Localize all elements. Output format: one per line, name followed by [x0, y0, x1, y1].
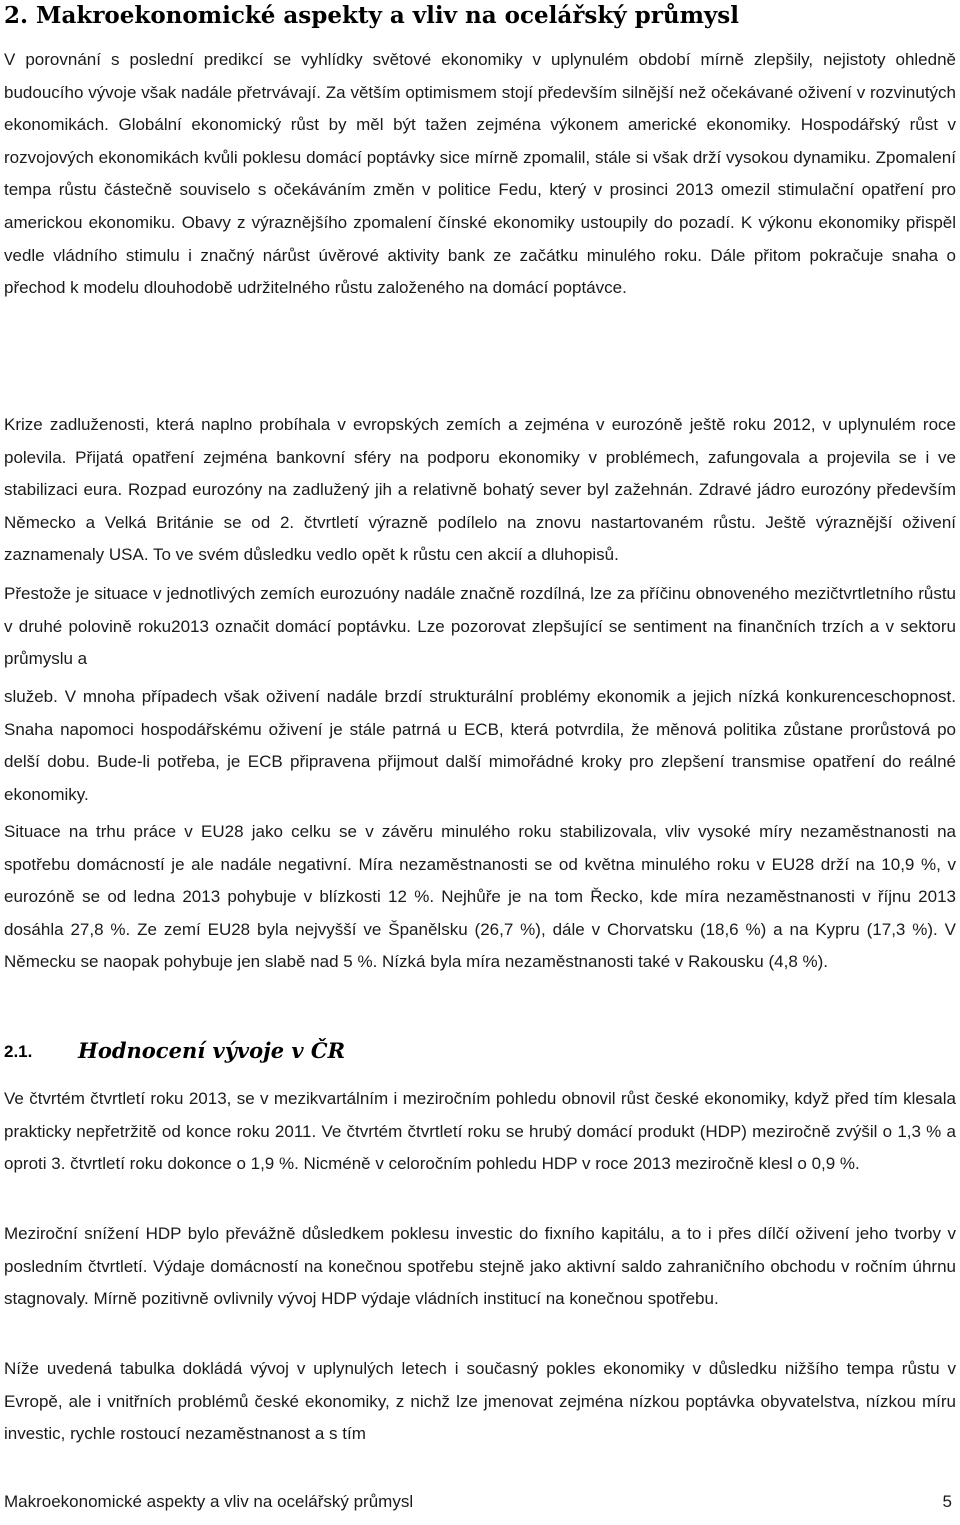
paragraph-table-intro: Níže uvedená tabulka dokládá vývoj v uplynulých letech i současný pokles ekonomiky v důsledku nižšího tempa růstu v Evropě, ale i vnitřních problémů české ekonomiky, z nichž lze jmenovat zejména nízkou poptávka obyvatelstva, nízkou míru investic, rychle rostoucí nezaměstnanost a s tím: [4, 1359, 956, 1444]
paragraph-czech-gdp: Ve čtvrtém čtvrtletí roku 2013, se v mezikvartálním i meziročním pohledu obnovil růst české ekonomiky, když před tím klesala prakticky nepřetržitě od konce roku 2011. Ve čtvrtém čtvrtletí roku se hrubý domácí produkt (HDP) meziročně zvýšil o 1,3 % a oproti 3. čtvrtletí roku dokonce o 1,9 %. Nicméně v celoročním pohledu HDP v roce 2013 meziročně klesl o 0,9 %.: [4, 1089, 956, 1174]
section-heading: 2. Makroekonomické aspekty a vliv na ocelářský průmysl: [4, 2, 739, 29]
subsection-heading: [4, 1038, 956, 1074]
paragraph-eurozone: Přestože je situace v jednotlivých zemích eurozuóny nadále značně rozdílná, lze za příčinu obnoveného mezičtvrtletního růstu v druhé polovině roku2013 označit domácí poptávku. Lze pozorovat zlepšující se sentiment na finančních trzích a v sektoru průmyslu a: [4, 584, 956, 669]
subsection-number: 2.1.: [4, 1042, 33, 1061]
subsection-title: Hodnocení vývoje v ČR: [78, 1038, 346, 1063]
paragraph-structural-problems: služeb. V mnoha případech však oživení nadále brzdí strukturální problémy ekonomik a jejich nízká konkurenceschopnost. Snaha napomoci hospodářskému oživení je stále patrná u ECB, která potvrdila, že měnová politika zůstane prorůstová po delší dobu. Bude-li potřeba, je ECB připravena přijmout další mimořádné kroky pro zlepšení transmise opatření do reálné ekonomiky.: [4, 687, 956, 804]
paragraph-gdp-decline: Meziroční snížení HDP bylo převážně důsledkem poklesu investic do fixního kapitálu, a to i přes dílčí oživení jeho tvorby v posledním čtvrtletí. Výdaje domácností na konečnou spotřebu stejně jako aktivní saldo zahraničního obchodu v ročním úhrnu stagnovaly. Mírně pozitivně ovlivnily vývoj HDP výdaje vládních institucí na konečnou spotřebu.: [4, 1224, 956, 1309]
footer-title: Makroekonomické aspekty a vliv na ocelářský průmysl: [4, 1492, 414, 1511]
page-number: 5: [942, 1492, 952, 1511]
paragraph-world-economy: V porovnání s poslední predikcí se vyhlídky světové ekonomiky v uplynulém období mírně zlepšily, nejistoty ohledně budoucího vývoje však nadále přetrvávají. Za větším optimismem stojí především silnější než očekávané oživení v rozvinutých ekonomikách. Globální ekonomický růst by měl být tažen zejména výkonem americké ekonomiky. Hospodářský růst v rozvojových ekonomikách kvůli poklesu domácí poptávky sice mírně zpomalil, stále si však drží vysokou dynamiku. Zpomalení tempa růstu částečně souviselo s očekáváním změn v politice Fedu, který v prosinci 2013 omezil stimulační opatření pro americkou ekonomiku. Obavy z výraznějšího zpomalení čínské ekonomiky ustoupily do pozadí. K výkonu ekonomiky přispěl vedle vládního stimulu i značný nárůst úvěrové aktivity bank ze začátku minulého roku. Dále přitom pokračuje snaha o přechod k modelu dlouhodobě udržitelného růstu založeného na domácí poptávce.: [4, 50, 956, 298]
paragraph-debt-crisis: Krize zadluženosti, která naplno probíhala v evropských zemích a zejména v eurozóně ještě roku 2012, v uplynulém roce polevila. Přijatá opatření zejména bankovní sféry na podporu ekonomiky v problémech, zafungovala a projevila se i ve stabilizaci eura. Rozpad eurozóny na zadlužený jih a relativně bohatý sever byl zažehnán. Zdravé jádro eurozóny především Německo a Velká Británie se od 2. čtvrtletí výrazně podílelo na znovu nastartovaném růstu. Ještě výraznější oživení zaznamenaly USA. To ve svém důsledku vedlo opět k růstu cen akcií a dluhopisů.: [4, 415, 956, 565]
paragraph-labour-market: Situace na trhu práce v EU28 jako celku se v závěru minulého roku stabilizovala, vliv vysoké míry nezaměstnanosti na spotřebu domácností je ale nadále negativní. Míra nezaměstnanosti se od května minulého roku v EU28 drží na 10,9 %, v eurozóně se od ledna 2013 pohybuje v blízkosti 12 %. Nejhůře je na tom Řecko, kde míra nezaměstnanosti v říjnu 2013 dosáhla 27,8 %. Ze zemí EU28 byla nejvyšší ve Španělsku (26,7 %), dále v Chorvatsku (18,6 %) a na Kypru (17,3 %). V Německu se naopak pohybuje jen slabě nad 5 %. Nízká byla míra nezaměstnanosti také v Rakousku (4,8 %).: [4, 822, 956, 972]
